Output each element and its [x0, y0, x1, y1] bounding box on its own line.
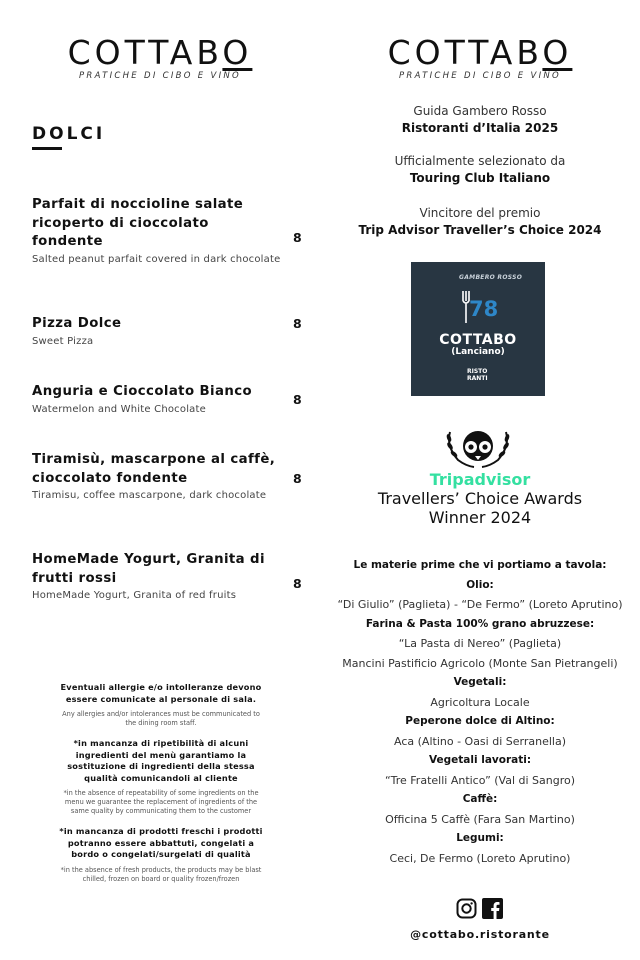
- tripadvisor-brand: Tripadvisor: [429, 470, 531, 489]
- award-title: Trip Advisor Traveller’s Choice 2024: [358, 223, 602, 237]
- source-value: Aca (Altino - Oasi di Serranella): [394, 734, 566, 748]
- ingredient-sources: [320, 556, 640, 868]
- sources-intro: Le materie prime che vi portiamo a tavola:: [353, 559, 607, 571]
- dish-item: [32, 383, 282, 417]
- award-line: Ufficialmente selezionato da: [394, 154, 566, 168]
- gambero-rosso-badge: [411, 262, 545, 396]
- source-value: Ceci, De Fermo (Loreto Aprutino): [389, 851, 571, 865]
- dish-description: Watermelon and White Chocolate: [32, 403, 206, 415]
- badge-score: 78: [469, 297, 499, 321]
- dish-name: Tiramisù, mascarpone al caffè, cioccolato fondente: [32, 452, 276, 486]
- dish-price: 8: [293, 230, 302, 245]
- section-title: DOLCI: [32, 124, 106, 144]
- source-label: Legumi:: [456, 832, 504, 844]
- dish-price: 8: [293, 471, 302, 486]
- logo-tagline: PRATICHE DI CIBO E VINO: [398, 71, 562, 81]
- dish-description: Salted peanut parfait covered in dark chocolate: [32, 253, 281, 265]
- badge-name: COTTABO: [439, 332, 517, 348]
- dish-item: [32, 315, 282, 349]
- logo-tagline: PRATICHE DI CIBO E VINO: [78, 71, 242, 81]
- dish-name: Pizza Dolce: [32, 316, 122, 331]
- badge-publisher: GAMBERO ROSSO: [459, 274, 523, 281]
- award-text: [330, 103, 630, 137]
- dish-name: HomeMade Yogurt, Granita di frutti rossi: [32, 552, 265, 586]
- tripadvisor-year: Winner 2024: [428, 508, 532, 527]
- award-text: [330, 205, 630, 239]
- dish-price: 8: [293, 576, 302, 591]
- section-underline: [32, 147, 62, 150]
- logo-left: [60, 33, 260, 81]
- dish-description: HomeMade Yogurt, Granita of red fruits: [32, 590, 237, 601]
- dish-item: [32, 551, 282, 603]
- tripadvisor-laurel-icon: [444, 424, 512, 470]
- dish-description: Tiramisu, coffee mascarpone, dark chocolate: [32, 490, 267, 501]
- allergy-notes: [56, 682, 266, 894]
- source-label: Olio:: [466, 578, 494, 591]
- tripadvisor-award: Travellers’ Choice Awards: [377, 489, 583, 508]
- dish-name: Anguria e Cioccolato Bianco: [32, 384, 253, 399]
- note-english: *in the absence of fresh products, the products may be blast chilled, frozen on board or quality frozen/frozen: [60, 865, 262, 883]
- award-line: Vincitore del premio: [419, 206, 541, 220]
- note-italian: Eventuali allergie e/o intolleranze devono essere comunicate al personale di sala.: [60, 682, 262, 704]
- badge-guide-mark: RISTO RANTI: [467, 368, 488, 382]
- source-value: “Di Giulio” (Paglieta) - “De Fermo” (Loreto Aprutino): [337, 598, 623, 611]
- dish-price: 8: [293, 316, 302, 331]
- source-label: Vegetali lavorati:: [428, 754, 532, 766]
- note-english: Any allergies and/or intolerances must be communicated to the dining room staff.: [62, 710, 260, 727]
- note-italian: *in mancanza di ripetibilità di alcuni ingredienti del menù garantiamo la sostituzione di ingredienti della stessa qualità comunicandoli al cliente: [67, 738, 255, 783]
- logo-wordmark: COTTABO: [67, 33, 253, 72]
- award-line: Guida Gambero Rosso: [413, 104, 547, 118]
- dish-description: Sweet Pizza: [32, 335, 94, 347]
- logo-right: [380, 33, 580, 81]
- dish-item: [32, 451, 282, 503]
- dish-name: Parfait di noccioline salate ricoperto di cioccolato fondente: [32, 197, 244, 249]
- social-handle[interactable]: @cottabo.ristorante: [410, 928, 550, 941]
- note-italian: *in mancanza di prodotti freschi i prodotti potranno essere abbattuti, congelati a bordo o congelati/surgelati di qualità: [59, 826, 263, 859]
- source-value: “La Pasta di Nereo” (Paglieta): [398, 637, 562, 650]
- source-value: Agricoltura Locale: [430, 695, 530, 709]
- award-text: [330, 153, 630, 187]
- dish-price: 8: [293, 392, 302, 407]
- source-label: Farina & Pasta 100% grano abruzzese:: [365, 617, 595, 630]
- facebook-icon[interactable]: [482, 898, 503, 919]
- source-value: “Tre Fratelli Antico” (Val di Sangro): [384, 773, 576, 787]
- source-label: Peperone dolce di Altino:: [405, 715, 555, 727]
- source-value: Officina 5 Caffè (Fara San Martino): [385, 812, 575, 826]
- instagram-icon[interactable]: [456, 898, 477, 919]
- badge-city: (Lanciano): [451, 347, 505, 357]
- source-label: Vegetali:: [453, 676, 507, 688]
- source-value: Mancini Pastificio Agricolo (Monte San Pietrangeli): [342, 656, 618, 670]
- source-label: Caffè:: [462, 793, 498, 805]
- note-english: *in the absence of repeatability of some ingredients on the menu we guarantee the replacement of ingredients of the same quality by communicating them to the customer: [63, 789, 259, 815]
- award-title: Touring Club Italiano: [409, 171, 551, 185]
- award-title: Ristoranti d’Italia 2025: [401, 121, 559, 135]
- dish-item: [32, 196, 282, 267]
- logo-wordmark: COTTABO: [387, 33, 573, 72]
